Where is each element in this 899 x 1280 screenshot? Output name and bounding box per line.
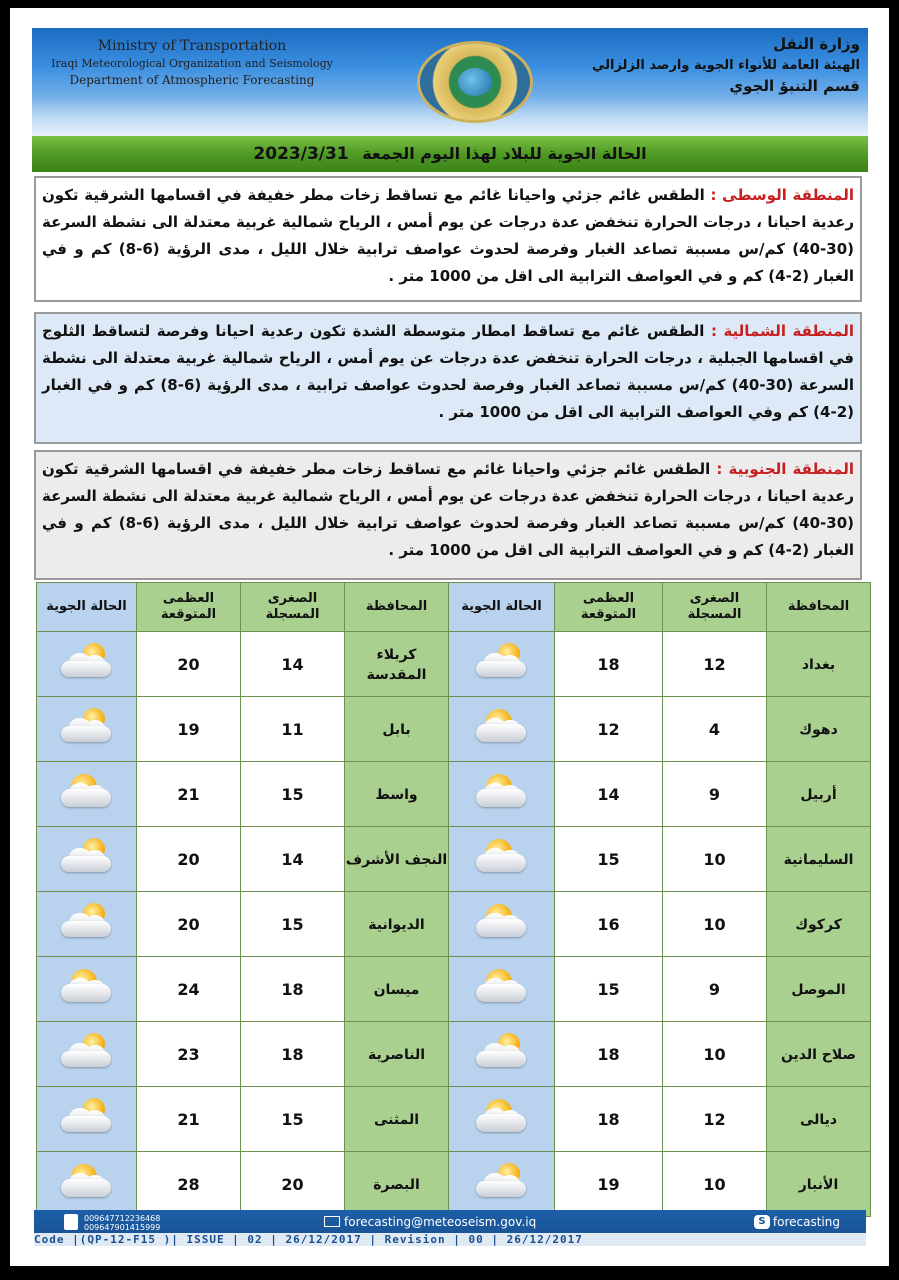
governorate-cell [767, 1087, 871, 1152]
min-temp-cell [663, 1022, 767, 1087]
table-row [37, 1152, 871, 1217]
min-temp-cell [663, 1087, 767, 1152]
phone-icon [64, 1214, 78, 1230]
min-temp-cell [241, 827, 345, 892]
weather-cell [37, 957, 137, 1022]
max-temp-cell-value: 20 [177, 654, 200, 674]
min-temp-cell [241, 892, 345, 957]
min-temp-cell-value: 18 [281, 1044, 304, 1064]
header-min: الصغرى المسجلة [663, 583, 767, 632]
weather-cell [449, 957, 555, 1022]
cloudy-sun-icon [472, 641, 532, 683]
governorate-cell [767, 827, 871, 892]
bulletin-page [10, 8, 889, 1266]
max-temp-cell-value: 19 [597, 1174, 620, 1194]
cloud-shape [476, 854, 526, 872]
min-temp-cell-value: 10 [703, 1044, 726, 1064]
cloud-shape [476, 1181, 526, 1197]
governorate-cell-value: الأنبار [798, 1177, 839, 1193]
table-row [37, 957, 871, 1022]
min-temp-cell [663, 697, 767, 762]
governorate-cell-value: ميسان [373, 982, 420, 998]
region-north [34, 312, 862, 444]
partly-cloudy-icon [472, 771, 532, 813]
weather-cell [449, 697, 555, 762]
max-temp-cell [137, 762, 241, 827]
governorate-cell [767, 1152, 871, 1217]
title-date: 2023/3/31 [253, 144, 349, 164]
cloudy-sun-icon [57, 901, 117, 943]
governorate-cell-value: بغداد [801, 657, 836, 673]
table-row [37, 762, 871, 827]
cloud-shape [61, 726, 111, 742]
min-temp-cell-value: 14 [281, 849, 304, 869]
max-temp-cell [137, 892, 241, 957]
max-temp-cell [137, 1022, 241, 1087]
min-temp-cell [241, 1022, 345, 1087]
meteorology-seal-icon [420, 44, 530, 120]
document-code-line: Code |(QP-12-F15 )| ISSUE | 02 | 26/12/2017 | Revision | 00 | 26/12/2017 [34, 1233, 866, 1246]
cloudy-sun-icon [472, 1161, 532, 1203]
governorate-cell-value: بابل [382, 722, 411, 738]
min-temp-cell-value: 12 [703, 1109, 726, 1129]
min-temp-cell [241, 697, 345, 762]
cloud-shape [61, 984, 111, 1002]
title-text: الحالة الجوية للبلاد لهذا اليوم الجمعة [362, 144, 647, 163]
governorate-cell [345, 762, 449, 827]
cloudy-sun-icon [57, 641, 117, 683]
cloud-shape [476, 724, 526, 742]
en-ministry: Ministry of Transportation [97, 38, 287, 54]
min-temp-cell-value: 10 [703, 849, 726, 869]
phone-numbers [84, 1214, 160, 1232]
cloud-shape [476, 919, 526, 937]
partly-cloudy-icon [472, 966, 532, 1008]
governorate-cell [345, 632, 449, 697]
governorate-cell-value: دهوك [799, 722, 838, 738]
header-governorate: المحافظة [767, 583, 871, 632]
cloudy-sun-icon [57, 1031, 117, 1073]
header-weather: الحالة الجوية [37, 583, 137, 632]
phone-2: 009647901415999 [84, 1223, 161, 1232]
min-temp-cell-value: 9 [708, 979, 721, 999]
min-temp-cell-value: 11 [281, 719, 304, 739]
max-temp-cell-value: 15 [597, 979, 620, 999]
min-temp-cell-value: 15 [281, 914, 304, 934]
max-temp-cell-value: 28 [177, 1174, 200, 1194]
governorate-cell [345, 1152, 449, 1217]
min-temp-cell [241, 1152, 345, 1217]
region-south [34, 450, 862, 580]
table-row [37, 697, 871, 762]
max-temp-cell [555, 892, 663, 957]
cloud-shape [476, 789, 526, 807]
governorate-cell-value: البصرة [373, 1177, 420, 1193]
governorate-cell [345, 827, 449, 892]
min-temp-cell-value: 20 [281, 1174, 304, 1194]
table-header-row [37, 583, 871, 632]
max-temp-cell [555, 827, 663, 892]
globe-icon [458, 68, 492, 96]
header-governorate: المحافظة [345, 583, 449, 632]
governorate-cell-value: المثنى [373, 1112, 420, 1128]
governorate-cell-value: واسط [375, 787, 418, 803]
min-temp-cell [663, 632, 767, 697]
max-temp-cell-value: 15 [597, 849, 620, 869]
partly-cloudy-icon [57, 1161, 117, 1203]
cloud-shape [476, 984, 526, 1002]
max-temp-cell-value: 21 [177, 1109, 200, 1129]
max-temp-cell-value: 20 [177, 849, 200, 869]
weather-cell [37, 1152, 137, 1217]
min-temp-cell [241, 632, 345, 697]
table-row [37, 827, 871, 892]
max-temp-cell-value: 18 [597, 1109, 620, 1129]
header-arabic [560, 34, 860, 97]
header-weather: الحالة الجوية [449, 583, 555, 632]
weather-cell [37, 827, 137, 892]
max-temp-cell [555, 1152, 663, 1217]
min-temp-cell-value: 12 [703, 654, 726, 674]
governorate-cell-value: كركوك [795, 917, 842, 933]
table-row [37, 1087, 871, 1152]
max-temp-cell [555, 697, 663, 762]
partly-cloudy-icon [472, 706, 532, 748]
min-temp-cell-value: 15 [281, 1109, 304, 1129]
max-temp-cell-value: 14 [597, 784, 620, 804]
min-temp-cell [663, 892, 767, 957]
region-name: المنطقة الشمالية : [710, 322, 854, 340]
email-address[interactable]: forecasting@meteoseism.gov.iq [344, 1215, 537, 1229]
max-temp-cell-value: 12 [597, 719, 620, 739]
min-temp-cell-value: 10 [703, 914, 726, 934]
header-banner [32, 28, 868, 136]
weather-cell [37, 1022, 137, 1087]
max-temp-cell [137, 632, 241, 697]
governorate-cell [345, 1087, 449, 1152]
max-temp-cell-value: 19 [177, 719, 200, 739]
ar-organization: الهيئة العامة للأنواء الجوية وارصد الزلزالي [591, 58, 860, 73]
cloudy-sun-icon [57, 836, 117, 878]
max-temp-cell [555, 1022, 663, 1087]
max-temp-cell-value: 16 [597, 914, 620, 934]
table-row [37, 1022, 871, 1087]
governorate-cell-value: الناصرية [367, 1047, 425, 1063]
governorate-cell [345, 697, 449, 762]
max-temp-cell-value: 21 [177, 784, 200, 804]
weather-cell [449, 1022, 555, 1087]
governorate-cell [767, 697, 871, 762]
header-english [42, 38, 342, 89]
region-text: الطقس غائم مع تساقط امطار متوسطة الشدة تكون رعدية احيانا وفرصة لتساقط الثلوج في اقسامها الجبلية ، درجات الحرارة تنخفض عدة درجات عن يوم أمس ، الرياح شمالية غربية معتدلة الى نشطة السرعة (30-40) كم/س مسببة تصاعد الغبار وفرصة لحدوث عواصف ترابية ، مدى الرؤية (6-8) كم و في الغبار (2-4) كم وفي العواصف الترابية الى اقل من 1000 متر . [42, 322, 854, 421]
cloud-shape [61, 856, 111, 872]
cloudy-sun-icon [57, 1096, 117, 1138]
skype-handle: forecasting [772, 1215, 840, 1229]
partly-cloudy-icon [57, 771, 117, 813]
ar-department: قسم التنبؤ الجوي [729, 77, 860, 95]
region-text: الطقس غائم جزئي واحيانا غائم مع تساقط زخات مطر خفيفة في اقسامها الشرقية تكون رعدية احيانا ، درجات الحرارة تنخفض عدة درجات عن يوم أمس ، الرياح شمالية غربية معتدلة الى نشطة السرعة (30-40) كم/س مسببة تصاعد الغبار وفرصة لحدوث عواصف ترابية خلال الليل ، مدى الرؤية (6-8) كم و في الغبار (2-4) كم و في العواصف الترابية الى اقل من 1000 متر . [42, 460, 854, 559]
weather-cell [37, 762, 137, 827]
cloud-shape [61, 661, 111, 677]
max-temp-cell [137, 1087, 241, 1152]
min-temp-cell [663, 762, 767, 827]
header-max: العظمى المتوقعة [137, 583, 241, 632]
page-title [32, 136, 868, 172]
footer-contacts [34, 1212, 866, 1232]
max-temp-cell-value: 18 [597, 654, 620, 674]
cloud-shape [61, 1116, 111, 1132]
cloud-shape [61, 789, 111, 807]
max-temp-cell [555, 632, 663, 697]
governorate-cell [345, 957, 449, 1022]
region-text: الطقس غائم جزئي واحيانا غائم مع تساقط زخات مطر خفيفة في اقسامها الشرقية تكون رعدية احيانا ، درجات الحرارة تنخفض عدة درجات عن يوم أمس ، الرياح شمالية غربية معتدلة الى نشطة السرعة (30-40) كم/س مسببة تصاعد الغبار وفرصة لحدوث عواصف ترابية خلال الليل ، مدى الرؤية (6-8) كم و في الغبار (2-4) كم و في العواصف الترابية الى اقل من 1000 متر . [42, 186, 854, 285]
min-temp-cell [241, 1087, 345, 1152]
footer-bar [34, 1210, 866, 1246]
min-temp-cell-value: 18 [281, 979, 304, 999]
governorate-cell [767, 892, 871, 957]
cloudy-sun-icon [472, 1031, 532, 1073]
governorate-cell [767, 632, 871, 697]
max-temp-cell [555, 957, 663, 1022]
min-temp-cell-value: 4 [708, 719, 721, 739]
weather-cell [449, 1152, 555, 1217]
governorate-cell [345, 1022, 449, 1087]
cloudy-sun-icon [57, 706, 117, 748]
cloud-shape [476, 1051, 526, 1067]
cloud-shape [61, 1051, 111, 1067]
max-temp-cell [555, 762, 663, 827]
governorate-cell-value: النجف الأشرف [345, 852, 448, 868]
min-temp-cell-value: 10 [703, 1174, 726, 1194]
mail-icon [324, 1216, 340, 1227]
header-max: العظمى المتوقعة [555, 583, 663, 632]
weather-cell [37, 892, 137, 957]
partly-cloudy-icon [472, 836, 532, 878]
weather-cell [37, 1087, 137, 1152]
cloud-shape [61, 921, 111, 937]
skype-icon: S [754, 1215, 770, 1229]
table-body [37, 632, 871, 1217]
max-temp-cell-value: 24 [177, 979, 200, 999]
min-temp-cell [663, 957, 767, 1022]
governorate-cell-value: ديالى [799, 1112, 838, 1128]
cloud-shape [61, 1179, 111, 1197]
min-temp-cell [663, 827, 767, 892]
table-row [37, 632, 871, 697]
header-min: الصغرى المسجلة [241, 583, 345, 632]
min-temp-cell [663, 1152, 767, 1217]
en-organization: Iraqi Meteorological Organization and Seismology [51, 57, 333, 70]
governorate-cell [345, 892, 449, 957]
governorate-cell-value: كربلاء المقدسة [366, 647, 427, 683]
min-temp-cell [241, 957, 345, 1022]
min-temp-cell-value: 9 [708, 784, 721, 804]
weather-cell [449, 632, 555, 697]
min-temp-cell-value: 14 [281, 654, 304, 674]
weather-cell [449, 892, 555, 957]
partly-cloudy-icon [472, 901, 532, 943]
governorate-cell-value: الموصل [791, 982, 846, 998]
max-temp-cell-value: 23 [177, 1044, 200, 1064]
region-name: المنطقة الجنوبية : [716, 460, 855, 478]
partly-cloudy-icon [57, 966, 117, 1008]
max-temp-cell [137, 1152, 241, 1217]
max-temp-cell [555, 1087, 663, 1152]
weather-cell [449, 827, 555, 892]
phone-1: 009647712236468 [84, 1214, 161, 1223]
weather-cell [37, 632, 137, 697]
min-temp-cell-value: 15 [281, 784, 304, 804]
region-name: المنطقة الوسطى : [710, 186, 855, 204]
table-row [37, 892, 871, 957]
governorate-cell [767, 1022, 871, 1087]
ar-ministry: وزارة النقل [773, 35, 860, 53]
min-temp-cell [241, 762, 345, 827]
max-temp-cell [137, 827, 241, 892]
governorate-cell [767, 957, 871, 1022]
max-temp-cell [137, 957, 241, 1022]
governorate-cell [767, 762, 871, 827]
region-central [34, 176, 862, 302]
weather-cell [37, 697, 137, 762]
max-temp-cell [137, 697, 241, 762]
en-department: Department of Atmospheric Forecasting [69, 73, 315, 87]
governorate-cell-value: صلاح الدين [780, 1047, 857, 1063]
max-temp-cell-value: 20 [177, 914, 200, 934]
weather-cell [449, 1087, 555, 1152]
cloud-shape [476, 1114, 526, 1132]
partly-cloudy-icon [472, 1096, 532, 1138]
governorate-cell-value: أربيل [800, 787, 837, 803]
max-temp-cell-value: 18 [597, 1044, 620, 1064]
cloud-shape [476, 661, 526, 677]
forecast-table [36, 582, 871, 1217]
weather-cell [449, 762, 555, 827]
governorate-cell-value: الديوانية [368, 917, 425, 933]
governorate-cell-value: السليمانية [783, 852, 854, 868]
